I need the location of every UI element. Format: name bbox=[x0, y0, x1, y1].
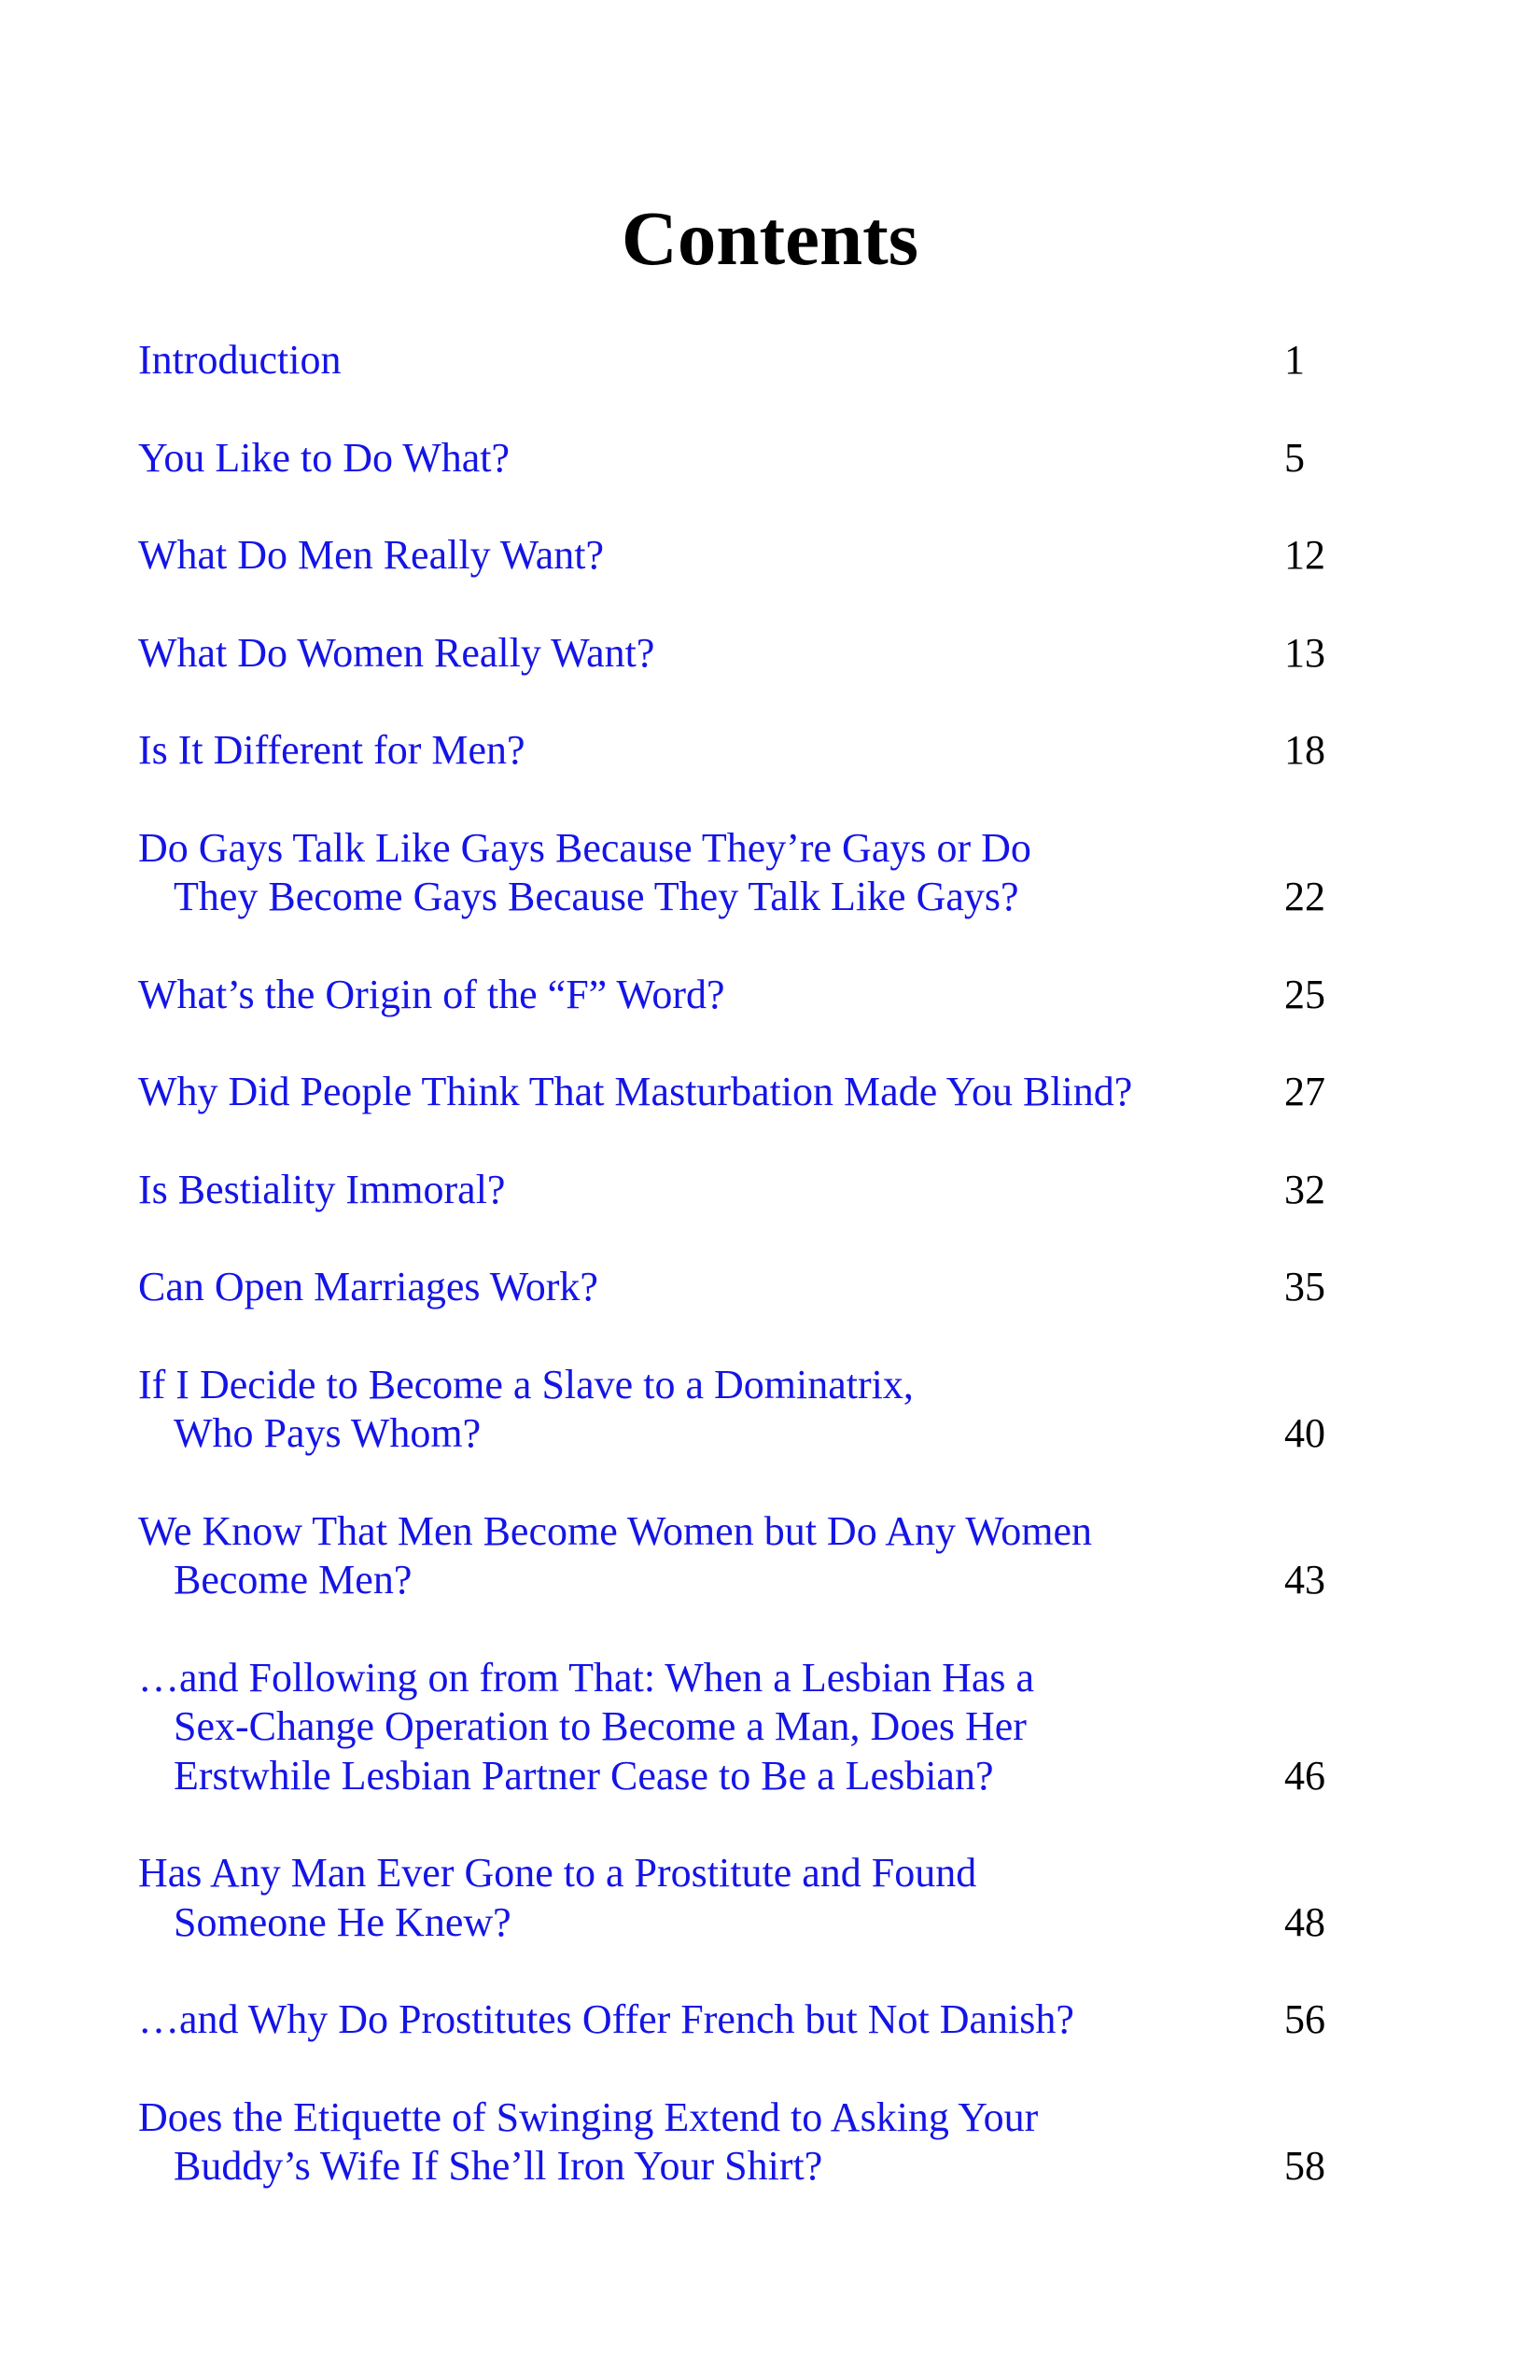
toc-page-number: 56 bbox=[1284, 1996, 1325, 2042]
toc-entry-title-line[interactable]: Erstwhile Lesbian Partner Cease to Be a Lesbian? bbox=[174, 1752, 994, 1799]
toc-entry-title-line[interactable]: Has Any Man Ever Gone to a Prostitute and Found bbox=[138, 1850, 977, 1896]
toc-entry[interactable] bbox=[138, 434, 1333, 483]
toc-entry-title-line[interactable]: Can Open Marriages Work? bbox=[138, 1264, 598, 1309]
toc-page-number: 25 bbox=[1284, 971, 1325, 1017]
toc-entry-title-line[interactable]: Is Bestiality Immoral? bbox=[138, 1166, 506, 1212]
toc-entry-title-line[interactable]: If I Decide to Become a Slave to a Dominatrix, bbox=[138, 1361, 914, 1407]
toc-page-number: 35 bbox=[1284, 1264, 1325, 1309]
toc-entry-title-line[interactable]: Who Pays Whom? bbox=[174, 1410, 482, 1456]
toc-entry-title-line[interactable]: We Know That Men Become Women but Do Any Women bbox=[138, 1507, 1093, 1554]
toc-entry[interactable] bbox=[138, 1654, 1333, 1801]
toc-entry-title-line[interactable]: Become Men? bbox=[174, 1557, 413, 1603]
toc-entry-title-line[interactable]: What’s the Origin of the “F” Word? bbox=[138, 971, 725, 1017]
toc-entry[interactable] bbox=[138, 1263, 1333, 1312]
toc-page-number: 13 bbox=[1284, 629, 1325, 676]
toc-entry[interactable] bbox=[138, 531, 1333, 581]
toc-page-number: 43 bbox=[1284, 1557, 1325, 1603]
toc-page-number: 18 bbox=[1284, 727, 1325, 773]
toc-entry[interactable] bbox=[138, 1849, 1333, 1947]
toc-page-number: 46 bbox=[1284, 1752, 1325, 1799]
toc-page-number: 12 bbox=[1284, 532, 1325, 578]
toc-page-number: 1 bbox=[1284, 337, 1305, 383]
toc-entry[interactable] bbox=[138, 726, 1333, 776]
toc-entry[interactable] bbox=[138, 336, 1333, 385]
toc-entry-title-line[interactable]: They Become Gays Because They Talk Like Gays? bbox=[174, 874, 1019, 919]
toc-entry-title-line[interactable]: Is It Different for Men? bbox=[138, 727, 525, 773]
toc-entry[interactable] bbox=[138, 1995, 1333, 2045]
table-of-contents bbox=[138, 336, 1333, 2240]
toc-entry-title-line[interactable]: Do Gays Talk Like Gays Because They’re Gays or Do bbox=[138, 824, 1031, 871]
toc-entry-title-line[interactable]: …and Why Do Prostitutes Offer French but Not Danish? bbox=[138, 1996, 1074, 2042]
toc-page-number: 40 bbox=[1284, 1410, 1325, 1456]
toc-entry-title-line[interactable]: Why Did People Think That Masturbation Made You Blind? bbox=[138, 1069, 1133, 1114]
toc-entry-title-line[interactable]: What Do Women Really Want? bbox=[138, 629, 655, 676]
toc-page-number: 22 bbox=[1284, 874, 1325, 919]
page-title: Contents bbox=[621, 195, 919, 281]
toc-entry-title-line[interactable]: Sex-Change Operation to Become a Man, Does Her bbox=[174, 1703, 1027, 1749]
toc-page-number: 5 bbox=[1284, 434, 1305, 481]
toc-entry[interactable] bbox=[138, 971, 1333, 1020]
toc-page-number: 27 bbox=[1284, 1069, 1325, 1114]
toc-entry[interactable] bbox=[138, 1507, 1333, 1605]
toc-entry[interactable] bbox=[138, 1166, 1333, 1215]
toc-entry[interactable] bbox=[138, 1361, 1333, 1459]
toc-entry[interactable] bbox=[138, 824, 1333, 922]
toc-page-number: 58 bbox=[1284, 2143, 1325, 2189]
toc-entry-title-line[interactable]: Buddy’s Wife If She’ll Iron Your Shirt? bbox=[174, 2143, 823, 2189]
toc-entry[interactable] bbox=[138, 2093, 1333, 2191]
toc-entry-title-line[interactable]: Does the Etiquette of Swinging Extend to Asking Your bbox=[138, 2093, 1039, 2140]
toc-entry[interactable] bbox=[138, 1068, 1333, 1117]
toc-entry-title-line[interactable]: Introduction bbox=[138, 337, 342, 383]
toc-page-number: 48 bbox=[1284, 1898, 1325, 1945]
toc-entry[interactable] bbox=[138, 629, 1333, 679]
toc-entry-title-line[interactable]: You Like to Do What? bbox=[138, 434, 511, 481]
toc-entry-title-line[interactable]: What Do Men Really Want? bbox=[138, 532, 605, 578]
toc-entry-title-line[interactable]: …and Following on from That: When a Lesbian Has a bbox=[138, 1654, 1035, 1701]
toc-page-number: 32 bbox=[1284, 1166, 1325, 1212]
toc-entry-title-line[interactable]: Someone He Knew? bbox=[174, 1898, 511, 1945]
